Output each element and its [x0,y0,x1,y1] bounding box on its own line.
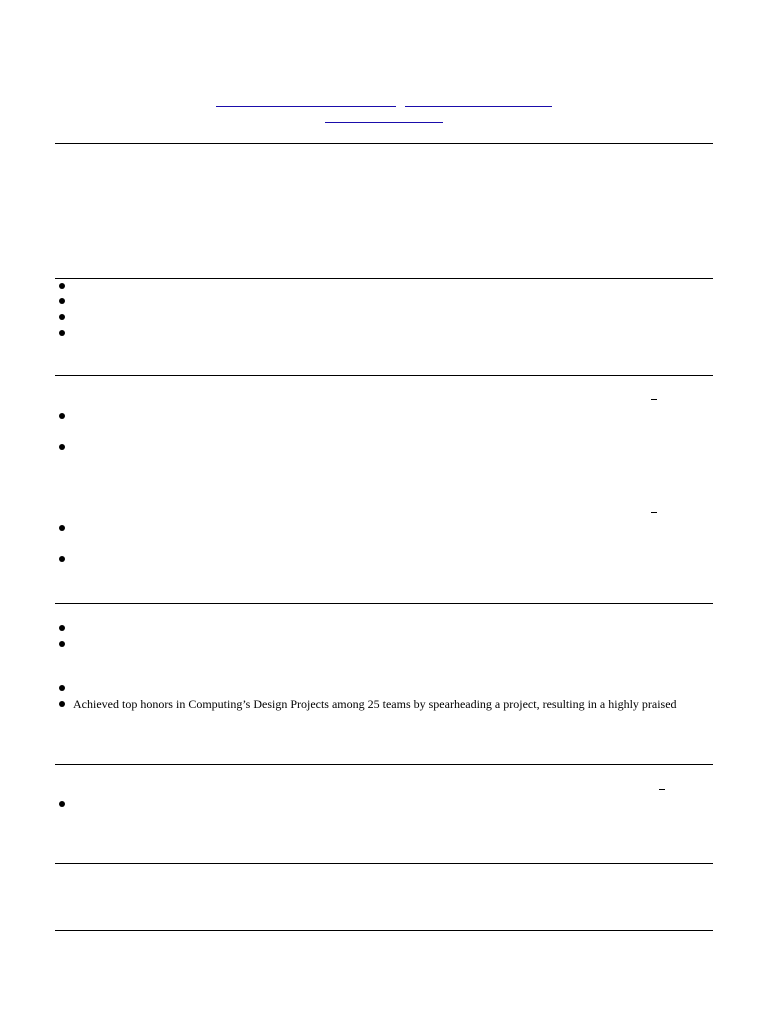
project-bullet [59,685,65,691]
project-bullet [59,641,65,647]
contact-link-1[interactable] [216,106,396,107]
project-bullet-text: Achieved top honors in Computing’s Design Projects among 25 teams by spearheading a project, resulting in a highly praised [73,697,677,711]
section-divider-skills [55,278,713,279]
section-divider-experience [55,375,713,376]
date-separator [651,512,657,513]
experience-bullet [59,525,65,531]
date-separator [651,399,657,400]
skills-bullet [59,298,65,304]
experience-bullet [59,556,65,562]
project-bullet [59,625,65,631]
experience-bullet [59,413,65,419]
skills-bullet [59,283,65,289]
section-divider-education [55,764,713,765]
contact-link-2[interactable] [405,106,552,107]
section-divider-end [55,930,713,931]
skills-bullet [59,330,65,336]
contact-link-3[interactable] [325,122,443,123]
section-divider-projects [55,603,713,604]
skills-bullet [59,314,65,320]
experience-bullet [59,444,65,450]
section-divider-additional [55,863,713,864]
section-divider-summary [55,143,713,144]
date-separator [659,789,665,790]
education-bullet [59,801,65,807]
project-bullet [59,701,65,707]
